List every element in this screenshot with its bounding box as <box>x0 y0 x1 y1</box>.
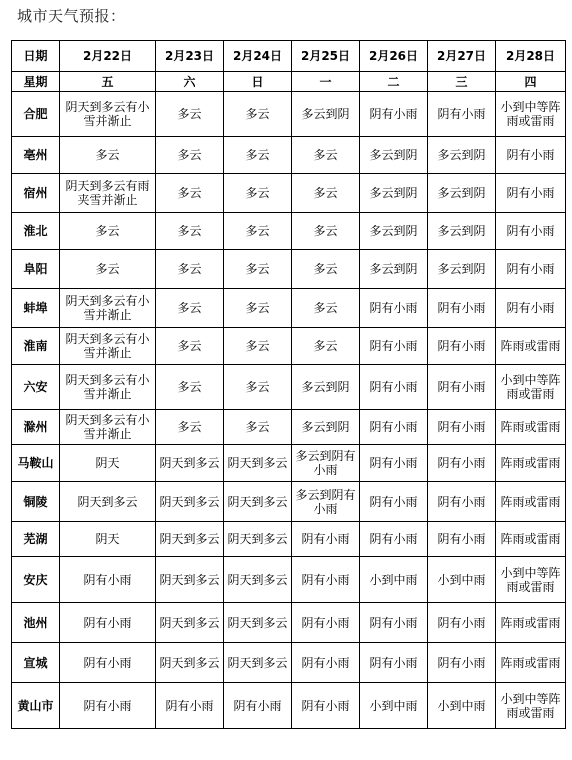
table-row <box>12 289 566 328</box>
forecast-cell: 多云 <box>156 410 224 445</box>
table-row <box>12 137 566 174</box>
forecast-cell: 多云 <box>224 92 292 137</box>
date-cell: 2月27日 <box>428 41 496 72</box>
forecast-cell: 阴有小雨 <box>292 557 360 603</box>
table-row <box>12 557 566 603</box>
table-row <box>12 92 566 137</box>
forecast-cell: 阴有小雨 <box>496 250 566 289</box>
weekday-cell: 五 <box>60 72 156 92</box>
city-name: 六安 <box>12 365 60 410</box>
forecast-cell: 多云到阴 <box>292 92 360 137</box>
weekday-header-row <box>12 72 566 92</box>
forecast-cell: 阵雨或雷雨 <box>496 328 566 365</box>
forecast-cell: 多云到阴 <box>428 213 496 250</box>
forecast-cell: 阵雨或雷雨 <box>496 482 566 522</box>
forecast-cell: 多云 <box>156 365 224 410</box>
forecast-cell: 阴有小雨 <box>360 289 428 328</box>
forecast-cell: 阴有小雨 <box>360 482 428 522</box>
forecast-cell: 阵雨或雷雨 <box>496 643 566 683</box>
forecast-cell: 多云 <box>156 289 224 328</box>
weekday-cell: 六 <box>156 72 224 92</box>
forecast-cell: 阵雨或雷雨 <box>496 410 566 445</box>
forecast-cell: 阴天到多云 <box>224 522 292 557</box>
forecast-cell: 阴天到多云有小雪并渐止 <box>60 410 156 445</box>
forecast-cell: 阴有小雨 <box>496 137 566 174</box>
forecast-cell: 多云 <box>156 250 224 289</box>
table-row <box>12 174 566 213</box>
forecast-cell: 阴有小雨 <box>292 683 360 729</box>
forecast-cell: 多云 <box>156 213 224 250</box>
city-name: 宣城 <box>12 643 60 683</box>
forecast-cell: 多云到阴 <box>360 213 428 250</box>
table-row <box>12 365 566 410</box>
forecast-cell: 阴有小雨 <box>156 683 224 729</box>
forecast-cell: 阴有小雨 <box>360 603 428 643</box>
forecast-cell: 多云到阴 <box>292 410 360 445</box>
weekday-cell: 二 <box>360 72 428 92</box>
table-row <box>12 328 566 365</box>
forecast-cell: 多云 <box>60 137 156 174</box>
table-row <box>12 213 566 250</box>
forecast-cell: 阴有小雨 <box>428 365 496 410</box>
city-name: 黄山市 <box>12 683 60 729</box>
forecast-cell: 阴有小雨 <box>360 643 428 683</box>
forecast-body <box>12 92 566 729</box>
forecast-cell: 多云 <box>224 137 292 174</box>
city-name: 宿州 <box>12 174 60 213</box>
forecast-cell: 阴天到多云 <box>156 603 224 643</box>
forecast-cell: 多云到阴 <box>428 174 496 213</box>
forecast-cell: 多云 <box>156 92 224 137</box>
forecast-cell: 阴有小雨 <box>428 92 496 137</box>
forecast-cell: 阴有小雨 <box>428 522 496 557</box>
date-cell: 2月26日 <box>360 41 428 72</box>
forecast-cell: 阴有小雨 <box>428 482 496 522</box>
forecast-cell: 小到中雨 <box>360 683 428 729</box>
forecast-cell: 阴有小雨 <box>360 328 428 365</box>
forecast-cell: 多云 <box>292 174 360 213</box>
city-name: 蚌埠 <box>12 289 60 328</box>
table-row <box>12 643 566 683</box>
forecast-cell: 阴天到多云有小雪并渐止 <box>60 365 156 410</box>
weekday-cell: 三 <box>428 72 496 92</box>
forecast-cell: 阴天到多云有雨夹雪并渐止 <box>60 174 156 213</box>
forecast-cell: 阴有小雨 <box>428 328 496 365</box>
forecast-cell: 多云 <box>156 137 224 174</box>
forecast-cell: 多云 <box>224 289 292 328</box>
forecast-cell: 阴天到多云有小雪并渐止 <box>60 289 156 328</box>
city-name: 合肥 <box>12 92 60 137</box>
date-cell: 2月23日 <box>156 41 224 72</box>
forecast-cell: 阴天到多云 <box>156 522 224 557</box>
forecast-cell: 阴天到多云 <box>156 557 224 603</box>
forecast-cell: 阴有小雨 <box>428 410 496 445</box>
city-name: 安庆 <box>12 557 60 603</box>
weekday-cell: 一 <box>292 72 360 92</box>
forecast-cell: 阴有小雨 <box>60 643 156 683</box>
forecast-table <box>11 40 566 729</box>
forecast-cell: 阴天 <box>60 445 156 482</box>
forecast-cell: 多云 <box>224 328 292 365</box>
table-row <box>12 482 566 522</box>
date-cell: 2月22日 <box>60 41 156 72</box>
forecast-cell: 阴天到多云有小雪并渐止 <box>60 328 156 365</box>
city-name: 淮北 <box>12 213 60 250</box>
forecast-cell: 多云 <box>224 213 292 250</box>
date-cell: 2月24日 <box>224 41 292 72</box>
city-name: 铜陵 <box>12 482 60 522</box>
table-row <box>12 445 566 482</box>
forecast-cell: 阴有小雨 <box>360 92 428 137</box>
forecast-cell: 多云到阴 <box>292 365 360 410</box>
forecast-cell: 阴有小雨 <box>496 289 566 328</box>
weekday-label: 星期 <box>12 72 60 92</box>
table-row <box>12 603 566 643</box>
forecast-cell: 小到中雨 <box>428 683 496 729</box>
forecast-cell: 阴有小雨 <box>292 643 360 683</box>
forecast-cell: 多云到阴 <box>360 137 428 174</box>
page-title: 城市天气预报： <box>17 7 126 25</box>
forecast-cell: 多云到阴 <box>360 250 428 289</box>
forecast-cell: 阵雨或雷雨 <box>496 445 566 482</box>
forecast-cell: 阴有小雨 <box>60 557 156 603</box>
forecast-cell: 阴有小雨 <box>428 603 496 643</box>
forecast-cell: 多云 <box>60 250 156 289</box>
forecast-cell: 阴有小雨 <box>360 410 428 445</box>
forecast-cell: 多云 <box>156 328 224 365</box>
date-cell: 2月28日 <box>496 41 566 72</box>
forecast-cell: 多云到阴 <box>428 250 496 289</box>
city-name: 池州 <box>12 603 60 643</box>
forecast-cell: 多云 <box>60 213 156 250</box>
table-row <box>12 683 566 729</box>
forecast-cell: 阴有小雨 <box>224 683 292 729</box>
date-cell: 2月25日 <box>292 41 360 72</box>
forecast-cell: 阴有小雨 <box>428 289 496 328</box>
forecast-cell: 多云 <box>292 328 360 365</box>
forecast-cell: 多云 <box>292 213 360 250</box>
forecast-cell: 阴天到多云 <box>60 482 156 522</box>
forecast-cell: 小到中雨 <box>428 557 496 603</box>
forecast-cell: 阴有小雨 <box>60 683 156 729</box>
table-row <box>12 410 566 445</box>
forecast-cell: 小到中等阵雨或雷雨 <box>496 557 566 603</box>
weekday-cell: 四 <box>496 72 566 92</box>
forecast-cell: 阴有小雨 <box>360 522 428 557</box>
forecast-cell: 小到中等阵雨或雷雨 <box>496 92 566 137</box>
forecast-cell: 阵雨或雷雨 <box>496 603 566 643</box>
forecast-cell: 阴天到多云 <box>224 603 292 643</box>
forecast-cell: 阴天到多云 <box>156 482 224 522</box>
date-label: 日期 <box>12 41 60 72</box>
forecast-cell: 阴有小雨 <box>428 643 496 683</box>
forecast-cell: 多云到阴 <box>360 174 428 213</box>
forecast-cell: 多云到阴 <box>428 137 496 174</box>
forecast-cell: 阴有小雨 <box>360 365 428 410</box>
forecast-cell: 小到中等阵雨或雷雨 <box>496 365 566 410</box>
city-name: 马鞍山 <box>12 445 60 482</box>
forecast-cell: 阴天到多云 <box>224 445 292 482</box>
city-name: 亳州 <box>12 137 60 174</box>
forecast-cell: 阴有小雨 <box>428 445 496 482</box>
forecast-cell: 多云到阴有小雨 <box>292 482 360 522</box>
forecast-cell: 阴有小雨 <box>292 603 360 643</box>
city-name: 淮南 <box>12 328 60 365</box>
forecast-cell: 阴天到多云 <box>156 445 224 482</box>
forecast-cell: 阴有小雨 <box>496 174 566 213</box>
forecast-cell: 多云 <box>292 250 360 289</box>
forecast-cell: 多云到阴有小雨 <box>292 445 360 482</box>
forecast-cell: 小到中雨 <box>360 557 428 603</box>
forecast-cell: 多云 <box>292 289 360 328</box>
forecast-cell: 小到中等阵雨或雷雨 <box>496 683 566 729</box>
weekday-cell: 日 <box>224 72 292 92</box>
forecast-cell: 阴天 <box>60 522 156 557</box>
forecast-cell: 多云 <box>224 250 292 289</box>
table-row <box>12 522 566 557</box>
city-name: 阜阳 <box>12 250 60 289</box>
forecast-cell: 阴天到多云 <box>224 557 292 603</box>
table-row <box>12 250 566 289</box>
forecast-cell: 阴有小雨 <box>360 445 428 482</box>
forecast-cell: 阴天到多云有小雪并渐止 <box>60 92 156 137</box>
city-name: 芜湖 <box>12 522 60 557</box>
forecast-cell: 阵雨或雷雨 <box>496 522 566 557</box>
forecast-cell: 多云 <box>156 174 224 213</box>
forecast-cell: 多云 <box>292 137 360 174</box>
forecast-cell: 阴有小雨 <box>496 213 566 250</box>
date-header-row <box>12 41 566 72</box>
forecast-cell: 多云 <box>224 174 292 213</box>
forecast-cell: 阴天到多云 <box>224 482 292 522</box>
forecast-cell: 多云 <box>224 365 292 410</box>
forecast-cell: 阴有小雨 <box>292 522 360 557</box>
city-name: 滁州 <box>12 410 60 445</box>
forecast-cell: 阴有小雨 <box>60 603 156 643</box>
forecast-cell: 阴天到多云 <box>156 643 224 683</box>
forecast-cell: 阴天到多云 <box>224 643 292 683</box>
forecast-cell: 多云 <box>224 410 292 445</box>
